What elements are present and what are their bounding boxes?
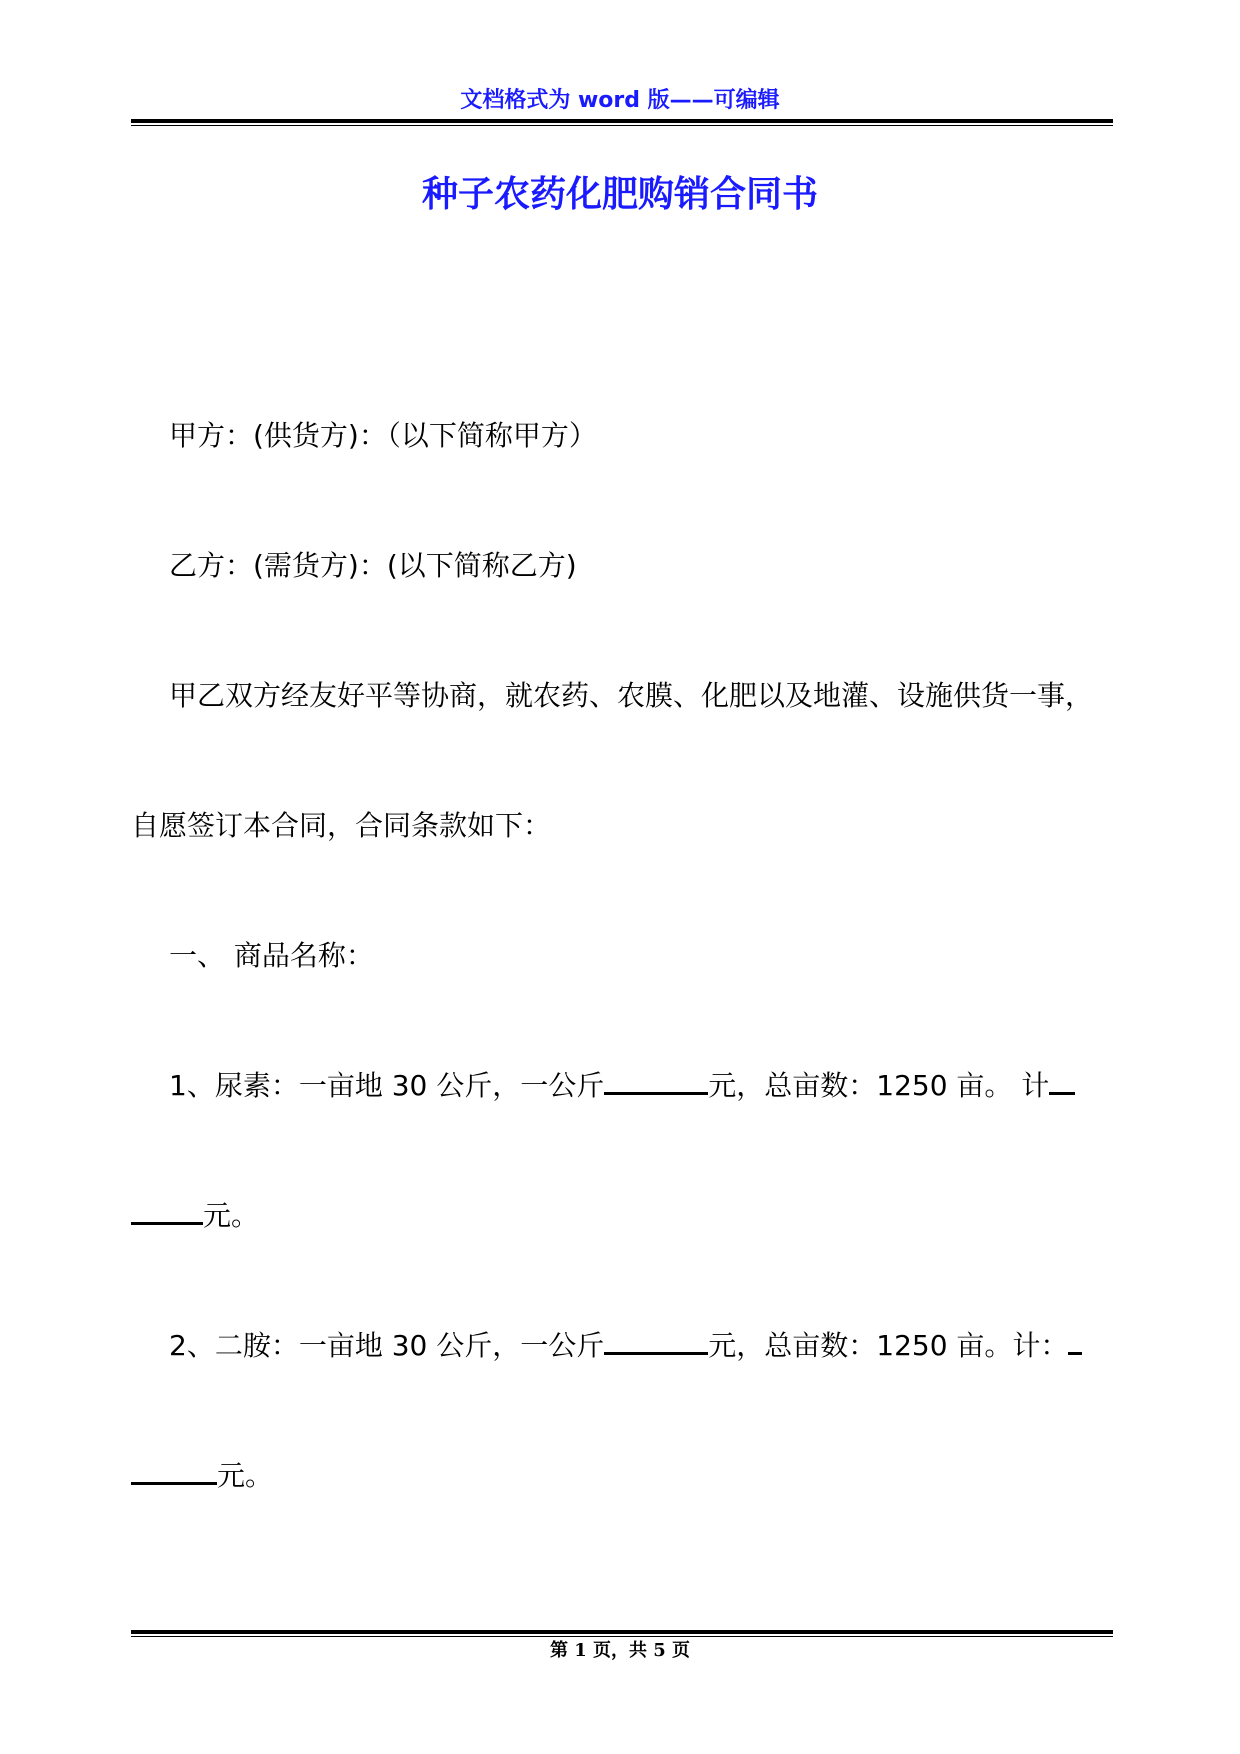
item-1-text-a: 1、尿素：一亩地 30 公斤，一公斤 bbox=[169, 1069, 605, 1102]
price-blank bbox=[604, 1326, 708, 1355]
document-title: 种子农药化肥购销合同书 bbox=[421, 174, 818, 215]
intro-line-1: 甲乙双方经友好平等协商，就农药、农膜、化肥以及地灌、设施供货一事， bbox=[169, 679, 1094, 712]
page-number: 第 1 页，共 5 页 bbox=[549, 1640, 691, 1661]
total-blank-end bbox=[131, 1456, 217, 1485]
header-note: 文档格式为 word 版——可编辑 bbox=[460, 88, 780, 113]
item-2-text-b: 元，总亩数：1250 亩。计： bbox=[708, 1329, 1069, 1362]
item-2-text-a: 2、二胺：一亩地 30 公斤，一公斤 bbox=[169, 1329, 605, 1362]
total-blank-start bbox=[1049, 1066, 1075, 1095]
item-2-continuation bbox=[131, 1456, 273, 1496]
total-blank-start bbox=[1068, 1326, 1082, 1355]
item-1-text-b: 元，总亩数：1250 亩。 计 bbox=[708, 1069, 1050, 1102]
section-1-heading: 一、 商品名称： bbox=[169, 939, 374, 972]
header-rule bbox=[131, 119, 1113, 126]
price-blank bbox=[604, 1066, 708, 1095]
item-2-line bbox=[169, 1326, 1082, 1366]
item-1-end: 元。 bbox=[203, 1199, 260, 1232]
intro-line-2: 自愿签订本合同，合同条款如下： bbox=[131, 809, 552, 842]
party-a-line: 甲方：(供货方)：（以下简称甲方） bbox=[169, 419, 597, 452]
item-1-line bbox=[169, 1066, 1075, 1106]
total-blank-end bbox=[131, 1196, 203, 1225]
item-1-continuation bbox=[131, 1196, 259, 1236]
party-b-line: 乙方：(需货方)：(以下简称乙方) bbox=[169, 549, 577, 582]
item-2-end: 元。 bbox=[217, 1459, 274, 1492]
